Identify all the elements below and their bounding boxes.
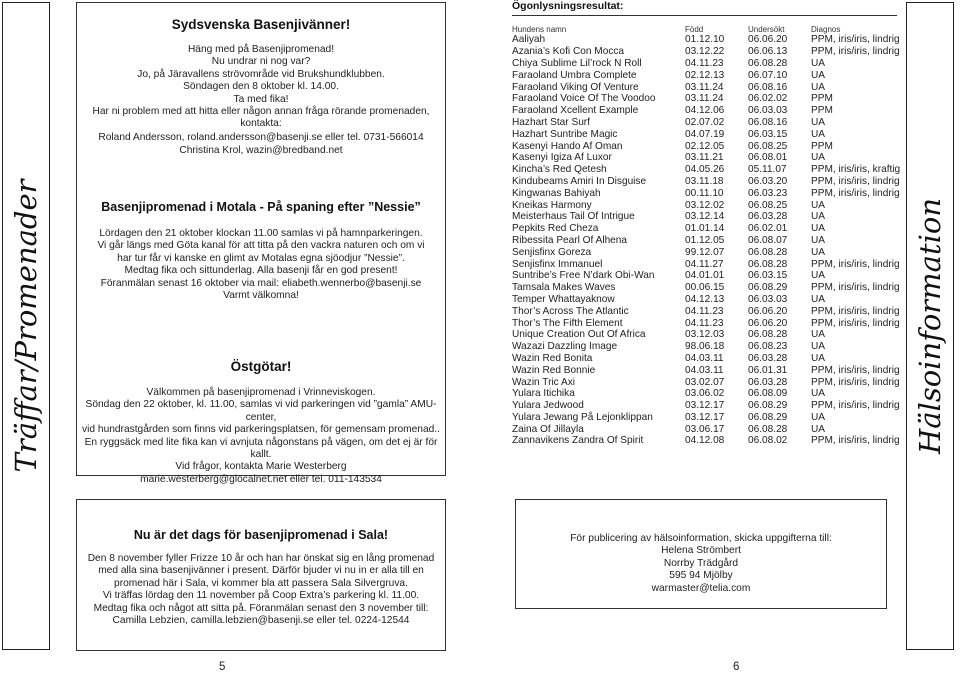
cell-dog-name: Hazhart Suntribe Magic <box>512 128 618 140</box>
cell-diagnosis: PPM, iris/iris, lindrig <box>811 175 900 187</box>
cell-examined-date: 06.08.01 <box>748 152 788 164</box>
walk3-text <box>77 387 445 486</box>
cell-born-date: 03.12.02 <box>685 199 725 211</box>
publication-info-box <box>515 499 887 609</box>
cell-diagnosis: PPM, iris/iris, lindrig <box>811 282 900 294</box>
walk1-line: Jo, på Järavallens strövområde vid Brukshundklubben. <box>137 68 385 80</box>
cell-dog-name: Senjisfinx Goreza <box>512 246 592 258</box>
cell-diagnosis: PPM <box>811 105 833 117</box>
cell-dog-name: Kasenyi Hando Af Oman <box>512 140 623 152</box>
header-examined: Undersökt <box>748 25 785 34</box>
walk1-line: Roland Andersson, roland.andersson@basenji.se eller tel. 0731-566014 <box>98 131 424 143</box>
table-row <box>512 223 901 235</box>
table-row <box>512 176 901 188</box>
table-row <box>512 412 901 424</box>
cell-dog-name: Wazazi Dazzling Image <box>512 341 618 353</box>
cell-examined-date: 06.03.28 <box>748 211 788 223</box>
cell-diagnosis: PPM, iris/iris, lindrig <box>811 34 900 46</box>
cell-examined-date: 06.08.07 <box>748 234 788 246</box>
cell-dog-name: Kingwanas Bahiyah <box>512 187 601 199</box>
results-divider <box>512 15 897 16</box>
walk1-line: Har ni problem med att hitta eller någon annan fråga rörande promenaden, kontakta: <box>92 106 430 130</box>
cell-diagnosis: UA <box>811 293 826 305</box>
table-row <box>512 140 901 152</box>
cell-examined-date: 06.08.29 <box>748 282 788 294</box>
walk1-line: Ta med fika! <box>233 93 289 105</box>
table-header-row <box>512 23 901 34</box>
cell-born-date: 02.12.13 <box>685 69 725 81</box>
cell-born-date: 03.12.14 <box>685 211 725 223</box>
walk3-line: Vid frågor, kontakta Marie Westerberg <box>175 461 347 473</box>
cell-examined-date: 06.08.09 <box>748 388 788 400</box>
cell-diagnosis: PPM, iris/iris, kraftig <box>811 164 901 176</box>
cell-examined-date: 06.08.28 <box>748 258 788 270</box>
header-diagnosis: Diagnos <box>811 25 841 34</box>
table-row <box>512 81 901 93</box>
cell-born-date: 03.12.17 <box>685 400 725 412</box>
cell-diagnosis: PPM <box>811 93 833 105</box>
header-dog-name: Hundens namn <box>512 25 567 34</box>
cell-born-date: 98.06.18 <box>685 341 725 353</box>
cell-born-date: 04.03.11 <box>685 364 724 376</box>
cell-diagnosis: PPM, iris/iris, lindrig <box>811 376 900 388</box>
cell-diagnosis: PPM, iris/iris, lindrig <box>811 258 900 270</box>
cell-born-date: 04.07.19 <box>685 128 725 140</box>
section-title-left-text: Träffar/Promenader <box>9 179 43 473</box>
table-row <box>512 388 901 400</box>
cell-diagnosis: UA <box>811 352 826 364</box>
cell-diagnosis: UA <box>811 211 826 223</box>
cell-examined-date: 06.06.20 <box>748 317 788 329</box>
cell-dog-name: Yulara Itichika <box>512 388 575 400</box>
cell-diagnosis: UA <box>811 411 826 423</box>
table-row <box>512 270 901 282</box>
walk4-line: Camilla Lebzien, camilla.lebzien@basenji.se eller tel. 0224-12544 <box>112 615 410 627</box>
cell-examined-date: 06.08.02 <box>748 435 788 447</box>
walk1-line: Söndagen den 8 oktober kl. 14.00. <box>183 81 339 93</box>
cell-born-date: 03.12.03 <box>685 329 725 341</box>
cell-dog-name: Meisterhaus Tail Of Intrigue <box>512 211 635 223</box>
cell-dog-name: Kneikas Harmony <box>512 199 592 211</box>
cell-diagnosis: PPM, iris/iris, lindrig <box>811 364 900 376</box>
eye-results-table <box>512 23 901 447</box>
cell-examined-date: 06.03.15 <box>748 270 788 282</box>
cell-examined-date: 06.03.15 <box>748 128 788 140</box>
table-row <box>512 329 901 341</box>
cell-diagnosis: UA <box>811 388 826 400</box>
table-row <box>512 187 901 199</box>
cell-dog-name: Hazhart Star Surf <box>512 116 590 128</box>
table-row <box>512 152 901 164</box>
publication-line: 595 94 Mjölby <box>669 570 733 582</box>
publication-line: För publicering av hälsoinformation, skicka uppgifterna till: <box>570 533 832 544</box>
cell-diagnosis: UA <box>811 152 826 164</box>
walk4-text <box>77 553 445 627</box>
walks-announcement-box <box>76 2 446 485</box>
cell-dog-name: Faraoland Umbra Complete <box>512 69 637 81</box>
cell-born-date: 04.11.23 <box>685 305 724 317</box>
cell-born-date: 01.01.14 <box>685 223 725 235</box>
cell-dog-name: Pepkits Red Cheza <box>512 223 599 235</box>
cell-dog-name: Wazin Tric Axi <box>512 376 576 388</box>
cell-born-date: 00.11.10 <box>685 187 724 199</box>
table-row <box>512 58 901 70</box>
cell-examined-date: 06.08.28 <box>748 423 788 435</box>
results-title: Ögonlysningsresultat: <box>512 0 624 12</box>
cell-examined-date: 06.03.03 <box>748 293 788 305</box>
walk4-line: promenad här i Sala, vi kommer bla att passera Sala Silvergruva. <box>114 577 408 589</box>
header-born: Född <box>685 25 704 34</box>
table-row <box>512 435 901 447</box>
walk1-text <box>77 44 445 158</box>
walk3-line: En ryggsäck med lite fika kan vi avnjuta någonstans på vägen, om det ej är för kallt. <box>84 436 438 461</box>
table-row <box>512 376 901 388</box>
page-number-left: 5 <box>219 661 226 673</box>
table-row <box>512 105 901 117</box>
sala-walk-box <box>76 499 446 651</box>
table-row <box>512 235 901 247</box>
cell-dog-name: Wazin Red Bonita <box>512 352 593 364</box>
walk2-line: har tur får vi kanske en glimt av Motalas egna sjöodjur ”Nessie”. <box>117 252 405 264</box>
walk4-line: Den 8 november fyller Frizze 10 år och han har önskat sig en lång promenad <box>87 553 435 564</box>
table-row <box>512 199 901 211</box>
cell-born-date: 03.12.22 <box>685 46 725 58</box>
cell-diagnosis: UA <box>811 223 826 235</box>
walk2-line: Lördagen den 21 oktober klockan 11.00 samlas vi på hamnparkeringen. <box>99 228 423 239</box>
cell-born-date: 03.11.21 <box>685 152 724 164</box>
cell-diagnosis: UA <box>811 329 826 341</box>
cell-dog-name: Azania’s Kofi Con Mocca <box>512 46 625 58</box>
cell-dog-name: Faraoland Viking Of Venture <box>512 81 639 93</box>
cell-examined-date: 06.08.25 <box>748 140 788 152</box>
cell-born-date: 04.11.27 <box>685 258 724 270</box>
cell-born-date: 01.12.05 <box>685 234 725 246</box>
cell-born-date: 04.12.13 <box>685 293 725 305</box>
cell-born-date: 04.05.26 <box>685 164 725 176</box>
cell-dog-name: Zaina Of Jillayla <box>512 423 584 435</box>
walk2-line: Vi går längs med Göta kanal för att titta på den vackra naturen och om vi <box>97 240 425 252</box>
cell-born-date: 04.03.11 <box>685 352 724 364</box>
walk3-line: Söndag den 22 oktober, kl. 11.00, samlas vi vid parkeringen vid ”gamla” AMU-center, <box>85 399 437 423</box>
publication-line: Helena Strömbert <box>661 545 741 557</box>
cell-dog-name: Ribessita Pearl Of Alhena <box>512 234 628 246</box>
cell-born-date: 02.12.05 <box>685 140 725 152</box>
table-row <box>512 353 901 365</box>
cell-dog-name: Faraoland Xcellent Example <box>512 105 639 117</box>
table-row <box>512 246 901 258</box>
cell-born-date: 04.01.01 <box>685 270 725 282</box>
cell-examined-date: 06.06.20 <box>748 305 788 317</box>
cell-diagnosis: UA <box>811 116 826 128</box>
cell-examined-date: 06.03.28 <box>748 376 788 388</box>
cell-examined-date: 06.08.28 <box>748 329 788 341</box>
section-title-right-text: Hälsoinformation <box>913 197 947 455</box>
walk2-title: Basenjipromenad i Motala - På spaning efter ”Nessie” <box>101 200 421 214</box>
publication-line: Norrby Trädgård <box>663 557 739 569</box>
cell-dog-name: Faraoland Voice Of The Voodoo <box>512 93 656 105</box>
cell-born-date: 04.11.23 <box>685 57 724 69</box>
section-title-left <box>2 2 50 650</box>
cell-dog-name: Unique Creation Out Of Africa <box>512 329 646 341</box>
cell-diagnosis: UA <box>811 128 826 140</box>
cell-diagnosis: PPM, iris/iris, lindrig <box>811 400 900 412</box>
cell-diagnosis: UA <box>811 199 826 211</box>
table-row <box>512 46 901 58</box>
table-row <box>512 317 901 329</box>
walk1-line: Christina Krol, wazin@bredband.net <box>179 145 343 157</box>
cell-examined-date: 06.03.03 <box>748 105 788 117</box>
cell-dog-name: Yulara Jewang På Lejonklippan <box>512 411 653 423</box>
cell-born-date: 03.02.07 <box>685 376 725 388</box>
cell-diagnosis: UA <box>811 341 826 353</box>
cell-examined-date: 06.08.29 <box>748 411 788 423</box>
table-row <box>512 164 901 176</box>
cell-examined-date: 06.08.29 <box>748 400 788 412</box>
cell-dog-name: Kindubeams Amiri In Disguise <box>512 175 647 187</box>
cell-examined-date: 06.06.13 <box>748 46 788 58</box>
cell-born-date: 03.11.18 <box>685 175 724 187</box>
table-row <box>512 341 901 353</box>
publication-info-text <box>516 533 886 595</box>
cell-examined-date: 06.02.01 <box>748 223 788 235</box>
cell-examined-date: 06.07.10 <box>748 69 788 81</box>
cell-born-date: 00.06.15 <box>685 282 725 294</box>
cell-examined-date: 06.02.02 <box>748 93 788 105</box>
cell-born-date: 03.06.02 <box>685 388 725 400</box>
cell-dog-name: Aaliyah <box>512 34 546 46</box>
table-row <box>512 423 901 435</box>
cell-dog-name: Chiya Sublime Lil’rock N Roll <box>512 57 642 69</box>
walk2-line: Medtag fika och sittunderlag. Alla basenji får en god present! <box>124 265 398 277</box>
cell-diagnosis: UA <box>811 69 826 81</box>
cell-examined-date: 06.08.16 <box>748 116 788 128</box>
walk3-line: vid hundrastgården som finns vid parkeringsplatsen, för gemensam promenad.. <box>82 424 440 436</box>
cell-diagnosis: PPM, iris/iris, lindrig <box>811 187 900 199</box>
cell-born-date: 01.12.10 <box>685 34 725 46</box>
publication-line: warmaster@telia.com <box>651 582 751 594</box>
cell-dog-name: Kasenyi Igiza Af Luxor <box>512 152 612 164</box>
cell-dog-name: Zannavikens Zandra Of Spirit <box>512 435 644 447</box>
cell-dog-name: Tamsala Makes Waves <box>512 282 616 294</box>
cell-dog-name: Temper Whattayaknow <box>512 293 615 305</box>
cell-dog-name: Kincha’s Red Qetesh <box>512 164 607 176</box>
walk4-title: Nu är det dags för basenjipromenad i Sala! <box>133 528 389 542</box>
cell-examined-date: 06.06.20 <box>748 34 788 46</box>
cell-diagnosis: UA <box>811 234 826 246</box>
section-title-right <box>906 2 954 650</box>
cell-dog-name: Suntribe’s Free N’dark Obi-Wan <box>512 270 655 282</box>
table-row <box>512 400 901 412</box>
walk1-line: Nu undrar ni nog var? <box>211 56 311 68</box>
cell-born-date: 03.12.17 <box>685 411 725 423</box>
walk4-line: Vi träffas lördag den 11 november på Coop Extra’s parkering kl. 11.00. <box>102 590 420 602</box>
table-row <box>512 117 901 129</box>
cell-diagnosis: UA <box>811 246 826 258</box>
cell-diagnosis: UA <box>811 423 826 435</box>
walk3-line: marie.westerberg@glocalnet.net eller tel. 011-143534 <box>140 473 382 485</box>
cell-examined-date: 06.08.23 <box>748 341 788 353</box>
cell-dog-name: Wazin Red Bonnie <box>512 364 596 376</box>
cell-diagnosis: UA <box>811 57 826 69</box>
table-row <box>512 34 901 46</box>
cell-examined-date: 06.03.20 <box>748 175 788 187</box>
cell-diagnosis: PPM, iris/iris, lindrig <box>811 435 900 447</box>
table-row <box>512 305 901 317</box>
walk4-line: Medtag fika och något att sitta på. Föranmälan senast den 3 november till: <box>93 602 429 614</box>
table-row <box>512 93 901 105</box>
walk2-line: Varmt välkomna! <box>223 290 299 302</box>
cell-born-date: 03.06.17 <box>685 423 725 435</box>
cell-born-date: 03.11.24 <box>685 81 724 93</box>
cell-born-date: 03.11.24 <box>685 93 724 105</box>
table-row <box>512 128 901 140</box>
cell-diagnosis: PPM <box>811 140 833 152</box>
cell-dog-name: Senjisfinx Immanuel <box>512 258 603 270</box>
cell-examined-date: 06.08.16 <box>748 81 788 93</box>
cell-dog-name: Thor’s Across The Atlantic <box>512 305 629 317</box>
cell-born-date: 04.11.23 <box>685 317 724 329</box>
cell-born-date: 99.12.07 <box>685 246 725 258</box>
cell-born-date: 02.07.02 <box>685 116 725 128</box>
page-number-right: 6 <box>733 661 740 673</box>
walk3-title: Östgötar! <box>230 359 292 374</box>
cell-dog-name: Thor’s The Fifth Element <box>512 317 623 329</box>
table-row <box>512 69 901 81</box>
walk1-line: Häng med på Basenjipromenad! <box>187 44 335 55</box>
results-body <box>512 34 901 447</box>
cell-diagnosis: UA <box>811 270 826 282</box>
walk1-title: Sydsvenska Basenjivänner! <box>171 17 351 32</box>
cell-diagnosis: PPM, iris/iris, lindrig <box>811 46 900 58</box>
cell-examined-date: 06.08.25 <box>748 199 788 211</box>
walk3-line: Välkommen på basenjipromenad i Vrinneviskogen. <box>146 387 376 398</box>
cell-born-date: 04.12.06 <box>685 105 725 117</box>
walk2-line: Föranmälan senast 16 oktober via mail: eliabeth.wennerbo@basenji.se <box>100 277 422 289</box>
table-row <box>512 294 901 306</box>
cell-diagnosis: UA <box>811 81 826 93</box>
cell-dog-name: Yulara Jedwood <box>512 400 584 412</box>
cell-examined-date: 06.03.23 <box>748 187 788 199</box>
cell-examined-date: 06.08.28 <box>748 57 788 69</box>
table-row <box>512 364 901 376</box>
table-row <box>512 211 901 223</box>
cell-diagnosis: PPM, iris/iris, lindrig <box>811 305 900 317</box>
cell-examined-date: 05.11.07 <box>748 164 787 176</box>
cell-examined-date: 06.03.28 <box>748 352 788 364</box>
walk4-line: med alla sina basenjivänner i present. Därför bjuder vi nu in er alla till en <box>98 565 424 577</box>
cell-born-date: 04.12.08 <box>685 435 725 447</box>
cell-examined-date: 06.08.28 <box>748 246 788 258</box>
table-row <box>512 258 901 270</box>
walk2-text <box>77 228 445 302</box>
cell-examined-date: 06.01.31 <box>748 364 788 376</box>
cell-diagnosis: PPM, iris/iris, lindrig <box>811 317 900 329</box>
table-row <box>512 282 901 294</box>
